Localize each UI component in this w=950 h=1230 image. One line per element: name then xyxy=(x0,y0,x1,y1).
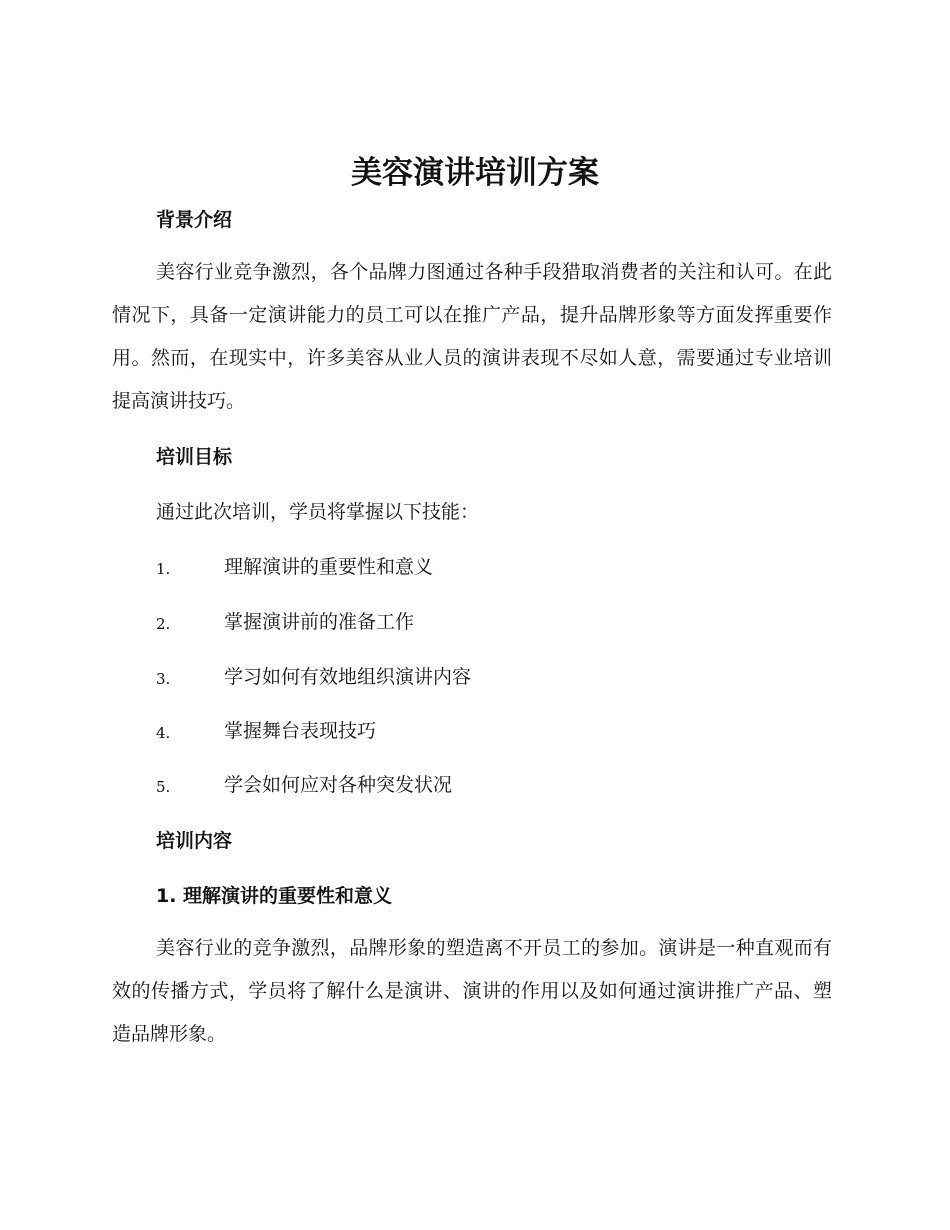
list-item xyxy=(156,663,836,691)
goals-intro: 通过此次培训，学员将掌握以下技能： xyxy=(156,501,480,523)
list-item-text: 学会如何应对各种突发状况 xyxy=(224,774,453,796)
list-item xyxy=(156,608,836,636)
section-heading-background: 背景介绍 xyxy=(156,209,233,231)
list-item-number: 2. xyxy=(156,615,171,633)
list-item xyxy=(156,717,836,745)
section-heading-goals: 培训目标 xyxy=(156,446,233,468)
list-item-text: 掌握演讲前的准备工作 xyxy=(224,611,415,633)
list-item xyxy=(156,553,836,581)
subsection-heading: 1. 理解演讲的重要性和意义 xyxy=(156,885,393,907)
document-title: 美容演讲培训方案 xyxy=(351,155,599,191)
list-item-text: 理解演讲的重要性和意义 xyxy=(224,556,434,578)
section-heading-content: 培训内容 xyxy=(156,830,233,852)
list-item xyxy=(156,771,836,799)
content-paragraph: 美容行业的竞争激烈，品牌形象的塑造离不开员工的参加。演讲是一种直观而有效的传播方式，学员将了解什么是演讲、演讲的作用以及如何通过演讲推广产品、塑造品牌形象。 xyxy=(112,937,832,1045)
background-paragraph: 美容行业竞争激烈，各个品牌力图通过各种手段猎取消费者的关注和认可。在此情况下，具备一定演讲能力的员工可以在推广产品，提升品牌形象等方面发挥重要作用。然而，在现实中，许多美容从业人员的演讲表现不尽如人意，需要通过专业培训提高演讲技巧。 xyxy=(112,261,832,412)
list-item-number: 5. xyxy=(156,778,171,796)
list-item-text: 掌握舞台表现技巧 xyxy=(224,720,377,742)
list-item-text: 学习如何有效地组织演讲内容 xyxy=(224,666,472,688)
list-item-number: 1. xyxy=(156,560,171,578)
list-item-number: 3. xyxy=(156,670,171,688)
list-item-number: 4. xyxy=(156,724,171,742)
